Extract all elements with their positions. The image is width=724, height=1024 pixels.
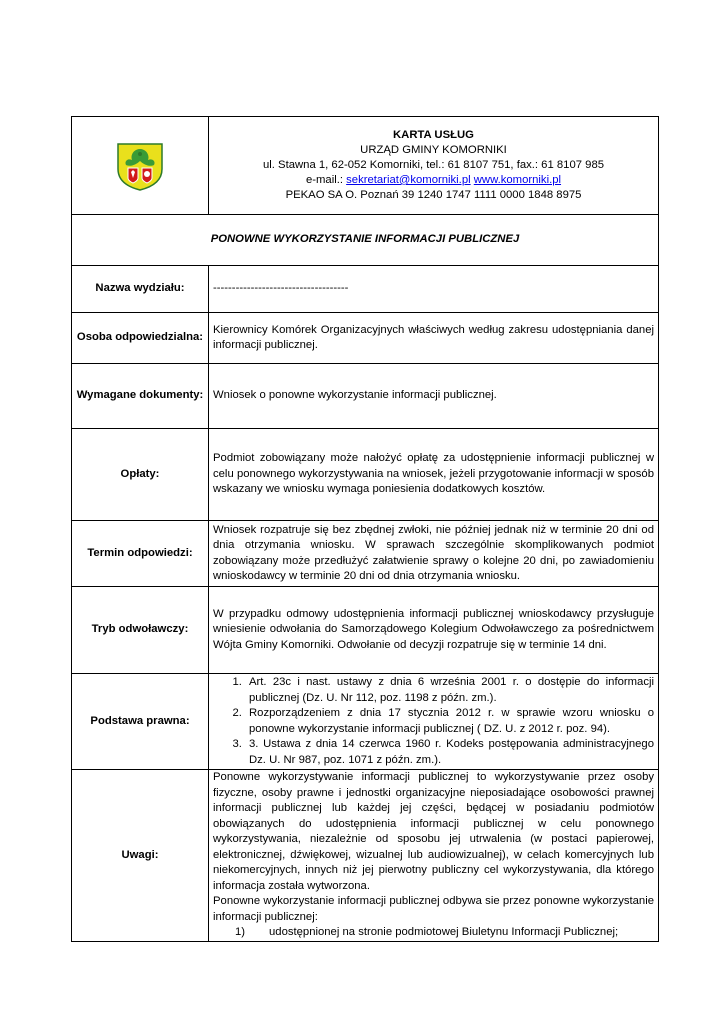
coat-of-arms-icon xyxy=(114,141,166,191)
office-header xyxy=(209,117,659,215)
email-label: e-mail.: xyxy=(305,174,343,186)
notes-paragraph: Ponowne wykorzystanie informacji publicznej odbywa sie przez ponowne wykorzystanie informacji publicznej: xyxy=(213,895,654,923)
notes-paragraph: Ponowne wykorzystywanie informacji publicznej to wykorzystywanie przez osoby fizyczne, osoby prawne i jednostki organizacyjne nieposiadające osobowości prawnej informacji publicznej lub każdej jej części, będącej w posiadaniu podmiotów obowiązanych do udostępnienia informacji publicznej w celu ponownego wykorzystywania, niezależnie od sposobu jej utrwalenia (w postaci papierowej, elektronicznej, dźwiękowej, wizualnej lub audiowizualnej), w celach komercyjnych lub niekomercyjnych, innych niż jej pierwotny publiczny cel wykorzystywania, dla którego informacja została wytworzona. xyxy=(213,771,654,892)
department-value: ------------------------------------ xyxy=(209,266,659,313)
card-title: KARTA USŁUG xyxy=(393,129,474,141)
documents-value: Wniosek o ponowne wykorzystanie informacji publicznej. xyxy=(209,364,659,429)
crest-cell xyxy=(72,117,209,215)
fees-label: Opłaty: xyxy=(72,429,209,521)
list-item: 1. Art. 23c i nast. ustawy z dnia 6 września 2001 r. o dostępie do informacji publicznej (Dz. U. Nr 112, poz. 1198 z późn. zm.). xyxy=(245,675,654,706)
list-number: 1) xyxy=(235,926,246,938)
notes-label: Uwagi: xyxy=(72,770,209,942)
deadline-value: Wniosek rozpatruje się bez zbędnej zwłoki, nie później jednak niż w terminie 20 dni od dnia otrzymania wniosku. W sprawach szczególnie skomplikowanych podmiot zobowiązany może przedłużyć załatwienie sprawy o kolejne 20 dni, po zawiadomieniu wnioskodawcy w terminie 20 dni od dnia otrzymania wniosku. xyxy=(209,521,659,587)
contact-line xyxy=(213,173,654,188)
legal-basis-value xyxy=(209,674,659,770)
bank-account: PEKAO SA O. Poznań 39 1240 1747 1111 0000 1848 8975 xyxy=(285,189,582,201)
list-text: udostępnionej na stronie podmiotowej Biuletynu Informacji Publicznej; xyxy=(269,926,619,938)
appeal-label: Tryb odwoławczy: xyxy=(72,587,209,674)
service-card-table xyxy=(71,116,659,942)
office-name: URZĄD GMINY KOMORNIKI xyxy=(360,144,507,156)
deadline-label: Termin odpowiedzi: xyxy=(72,521,209,587)
notes-list-item xyxy=(213,925,654,941)
legal-basis-label: Podstawa prawna: xyxy=(72,674,209,770)
responsible-value: Kierownicy Komórek Organizacyjnych właściwych według zakresu udostępniania danej informacji publicznej. xyxy=(209,313,659,364)
email-link[interactable]: sekretariat@komorniki.pl xyxy=(346,174,471,186)
documents-label: Wymagane dokumenty: xyxy=(72,364,209,429)
website-link[interactable]: www.komorniki.pl xyxy=(473,174,562,186)
fees-value: Podmiot zobowiązany może nałożyć opłatę za udostępnienie informacji publicznej w celu ponownego wykorzystywania na wniosek, jeżeli przygotowanie informacji w sposób wskazany we wniosku wymaga poniesienia dodatkowych kosztów. xyxy=(209,429,659,521)
service-title: PONOWNE WYKORZYSTANIE INFORMACJI PUBLICZNEJ xyxy=(72,215,659,266)
list-item: 2. Rozporządzeniem z dnia 17 stycznia 2012 r. w sprawie wzoru wniosku o ponowne wykorzystanie informacji publicznej ( DZ. U. z 2012 r. poz. 94). xyxy=(245,706,654,737)
list-item: 3. 3. Ustawa z dnia 14 czerwca 1960 r. Kodeks postępowania administracyjnego Dz. U. Nr 987, poz. 1071 z późn. zm.). xyxy=(245,737,654,768)
appeal-value: W przypadku odmowy udostępnienia informacji publicznej wnioskodawcy przysługuje wniesienie odwołania do Samorządowego Kolegium Odwoławczego za pośrednictwem Wójta Gminy Komorniki. Odwołanie od decyzji rozpatruje się w terminie 14 dni. xyxy=(209,587,659,674)
department-label: Nazwa wydziału: xyxy=(72,266,209,313)
legal-basis-list xyxy=(213,675,654,768)
office-address: ul. Stawna 1, 62-052 Komorniki, tel.: 61 8107 751, fax.: 61 8107 985 xyxy=(262,159,605,171)
notes-value xyxy=(209,770,659,942)
responsible-label: Osoba odpowiedzialna: xyxy=(72,313,209,364)
